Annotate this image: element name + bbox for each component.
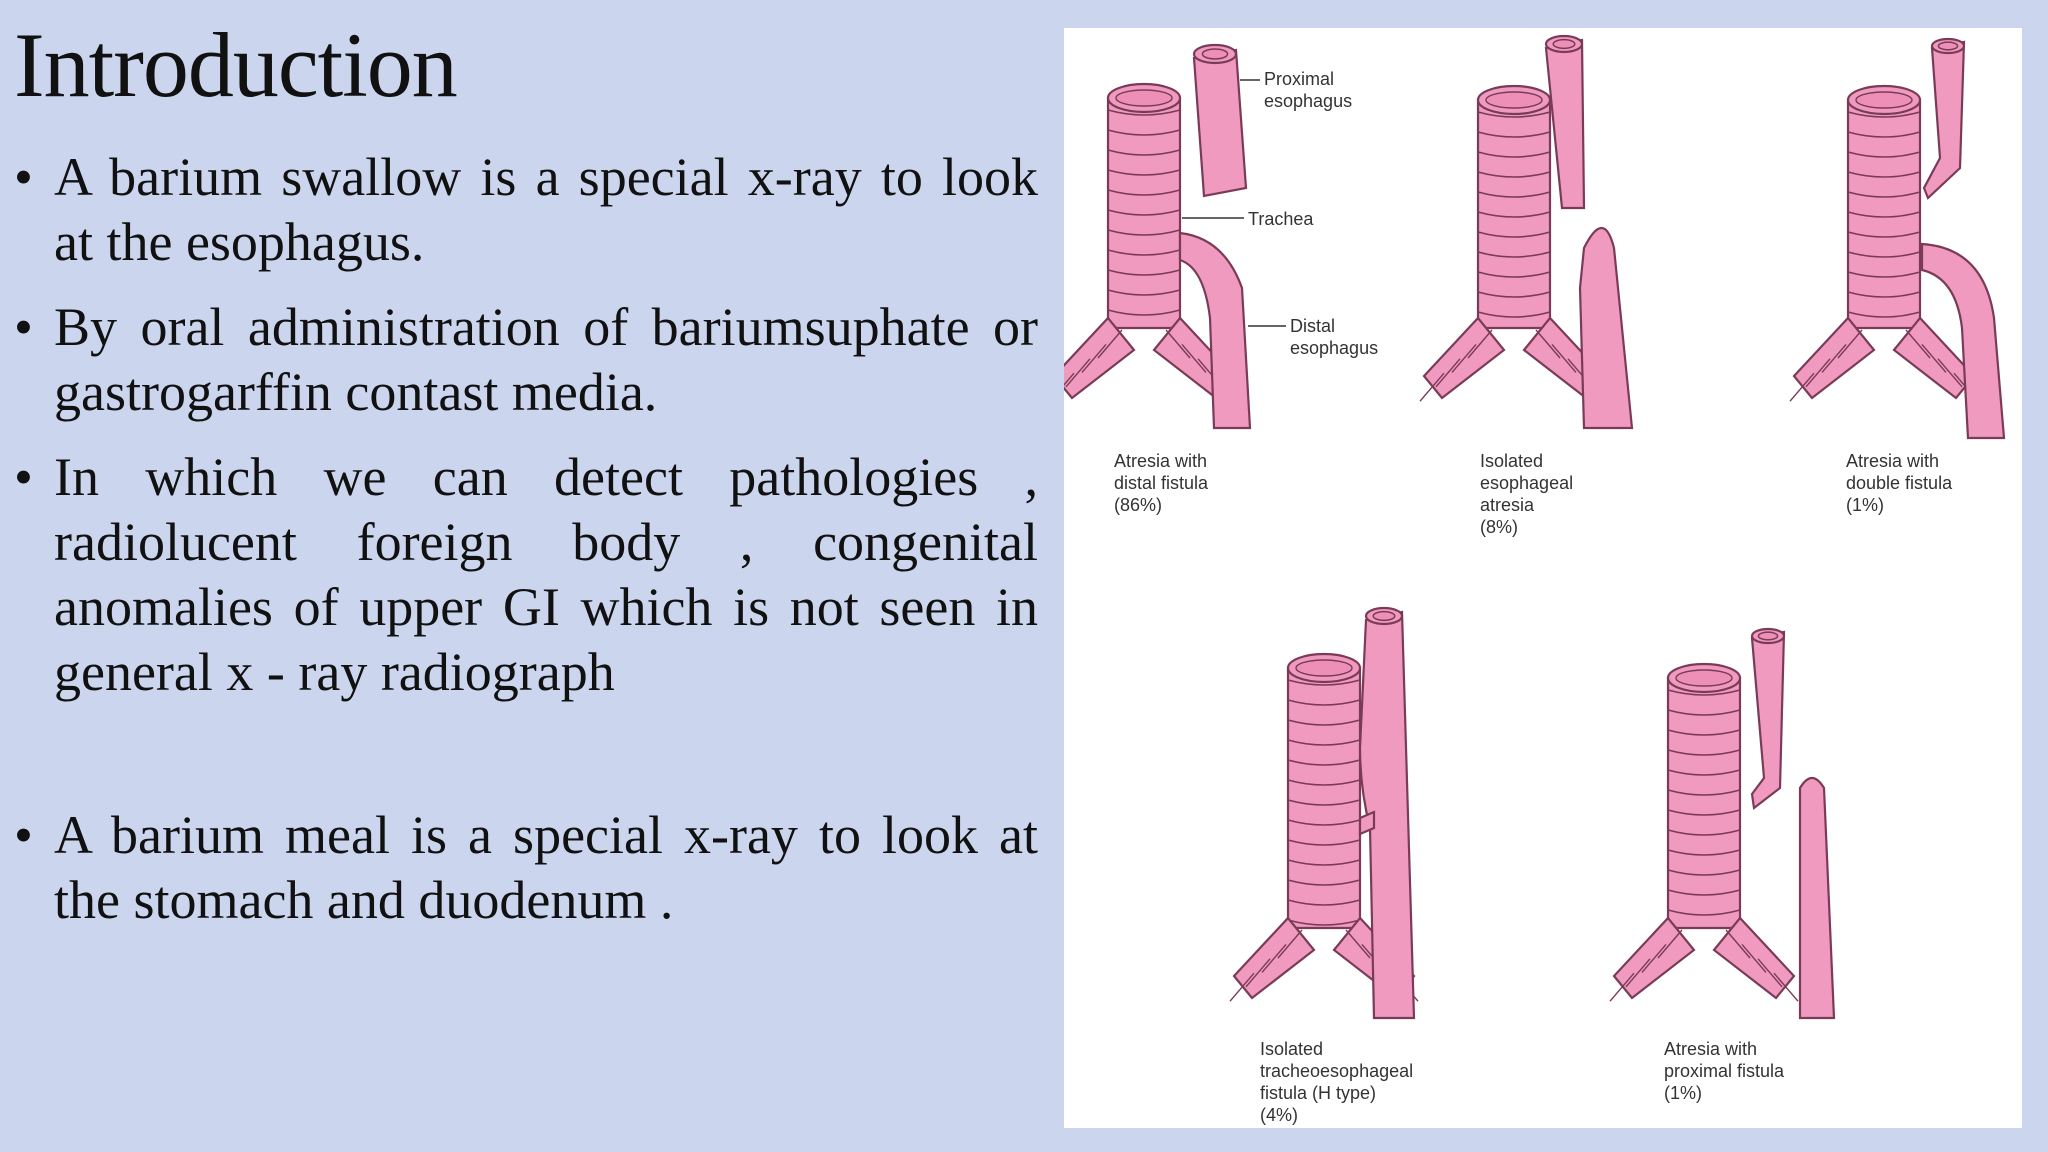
bullet-list bbox=[14, 145, 1038, 953]
bullet-item bbox=[14, 145, 1038, 275]
distal-esophagus-2 bbox=[1580, 228, 1632, 428]
caption-line: atresia bbox=[1480, 495, 1535, 515]
trachea-3-opening-lumen bbox=[1856, 92, 1912, 108]
caption-line: (4%) bbox=[1260, 1105, 1299, 1125]
caption-line: Atresia with bbox=[1846, 451, 1940, 471]
caption-atresia-proximal-fistula bbox=[1664, 1038, 1784, 1104]
proximal-esophagus-1 bbox=[1194, 50, 1246, 196]
bullet-marker: • bbox=[14, 297, 33, 357]
callout-proximal-esophagus bbox=[1264, 68, 1352, 112]
bullet-marker: • bbox=[14, 447, 33, 507]
caption-atresia-distal-fistula bbox=[1114, 450, 1208, 516]
callout-line: Trachea bbox=[1248, 209, 1314, 229]
caption-line: (86%) bbox=[1114, 495, 1163, 515]
proximal-esophagus-2-top-lumen bbox=[1553, 40, 1575, 49]
trachea-4-trunk bbox=[1288, 668, 1360, 928]
slide-title: Introduction bbox=[14, 14, 457, 116]
caption-line: Isolated bbox=[1480, 451, 1544, 471]
caption-line: (1%) bbox=[1664, 1083, 1703, 1103]
anatomy-illustration bbox=[1064, 28, 2022, 1128]
bullet-marker: • bbox=[14, 805, 33, 865]
bullet-marker: • bbox=[14, 147, 33, 207]
proximal-esophagus-3-top-lumen bbox=[1938, 42, 1957, 50]
bullet-item bbox=[14, 445, 1038, 705]
caption-line: esophageal bbox=[1480, 473, 1574, 493]
proximal-esophagus-3 bbox=[1924, 42, 1964, 198]
callout-trachea bbox=[1248, 208, 1313, 230]
caption-line: (1%) bbox=[1846, 495, 1885, 515]
caption-line: (8%) bbox=[1480, 517, 1519, 537]
bullet-item bbox=[14, 803, 1038, 933]
esophageal-atresia-figure bbox=[1064, 28, 2022, 1128]
trachea-4-opening-lumen bbox=[1296, 660, 1352, 676]
bullet-text: By oral administration of bariumsuphate or gastrogarffin contast media. bbox=[54, 297, 1038, 422]
trachea-1-opening-lumen bbox=[1116, 90, 1172, 106]
bullet-text: In which we can detect pathologies , radiolucent foreign body , congenital anomalies of upper GI which is not seen in general x - ray radiograph bbox=[54, 447, 1038, 702]
caption-line: Isolated bbox=[1260, 1039, 1324, 1059]
trachea-5-opening-lumen bbox=[1676, 670, 1732, 686]
bullet-text: A barium meal is a special x-ray to look at the stomach and duodenum . bbox=[54, 805, 1038, 930]
trachea-1-left-bronchus bbox=[1064, 318, 1134, 398]
caption-line: distal fistula bbox=[1114, 473, 1209, 493]
caption-line: double fistula bbox=[1846, 473, 1953, 493]
caption-line: proximal fistula bbox=[1664, 1061, 1785, 1081]
caption-isolated-atresia bbox=[1480, 450, 1573, 538]
distal-esophagus-5 bbox=[1800, 778, 1834, 1018]
caption-line: fistula (H type) bbox=[1260, 1083, 1377, 1103]
callout-line: Proximal bbox=[1264, 69, 1335, 89]
proximal-esophagus-2 bbox=[1546, 40, 1584, 208]
caption-line: tracheoesophageal bbox=[1260, 1061, 1414, 1081]
caption-h-type-fistula bbox=[1260, 1038, 1413, 1126]
caption-line: Atresia with bbox=[1664, 1039, 1758, 1059]
caption-line: Atresia with bbox=[1114, 451, 1208, 471]
bullet-text: A barium swallow is a special x-ray to look at the esophagus. bbox=[54, 147, 1038, 272]
callout-line: Distal bbox=[1290, 316, 1336, 336]
callout-line: esophagus bbox=[1290, 338, 1379, 358]
callout-distal-esophagus bbox=[1290, 315, 1378, 359]
esophagus-4-top-lumen bbox=[1373, 612, 1395, 621]
callout-line: esophagus bbox=[1264, 91, 1353, 111]
caption-atresia-double-fistula bbox=[1846, 450, 1952, 516]
proximal-esophagus-1-top-lumen bbox=[1202, 49, 1227, 59]
proximal-esophagus-5 bbox=[1752, 632, 1784, 808]
proximal-esophagus-5-top-lumen bbox=[1758, 632, 1777, 640]
trachea-2-opening-lumen bbox=[1486, 92, 1542, 108]
bullet-item bbox=[14, 295, 1038, 425]
